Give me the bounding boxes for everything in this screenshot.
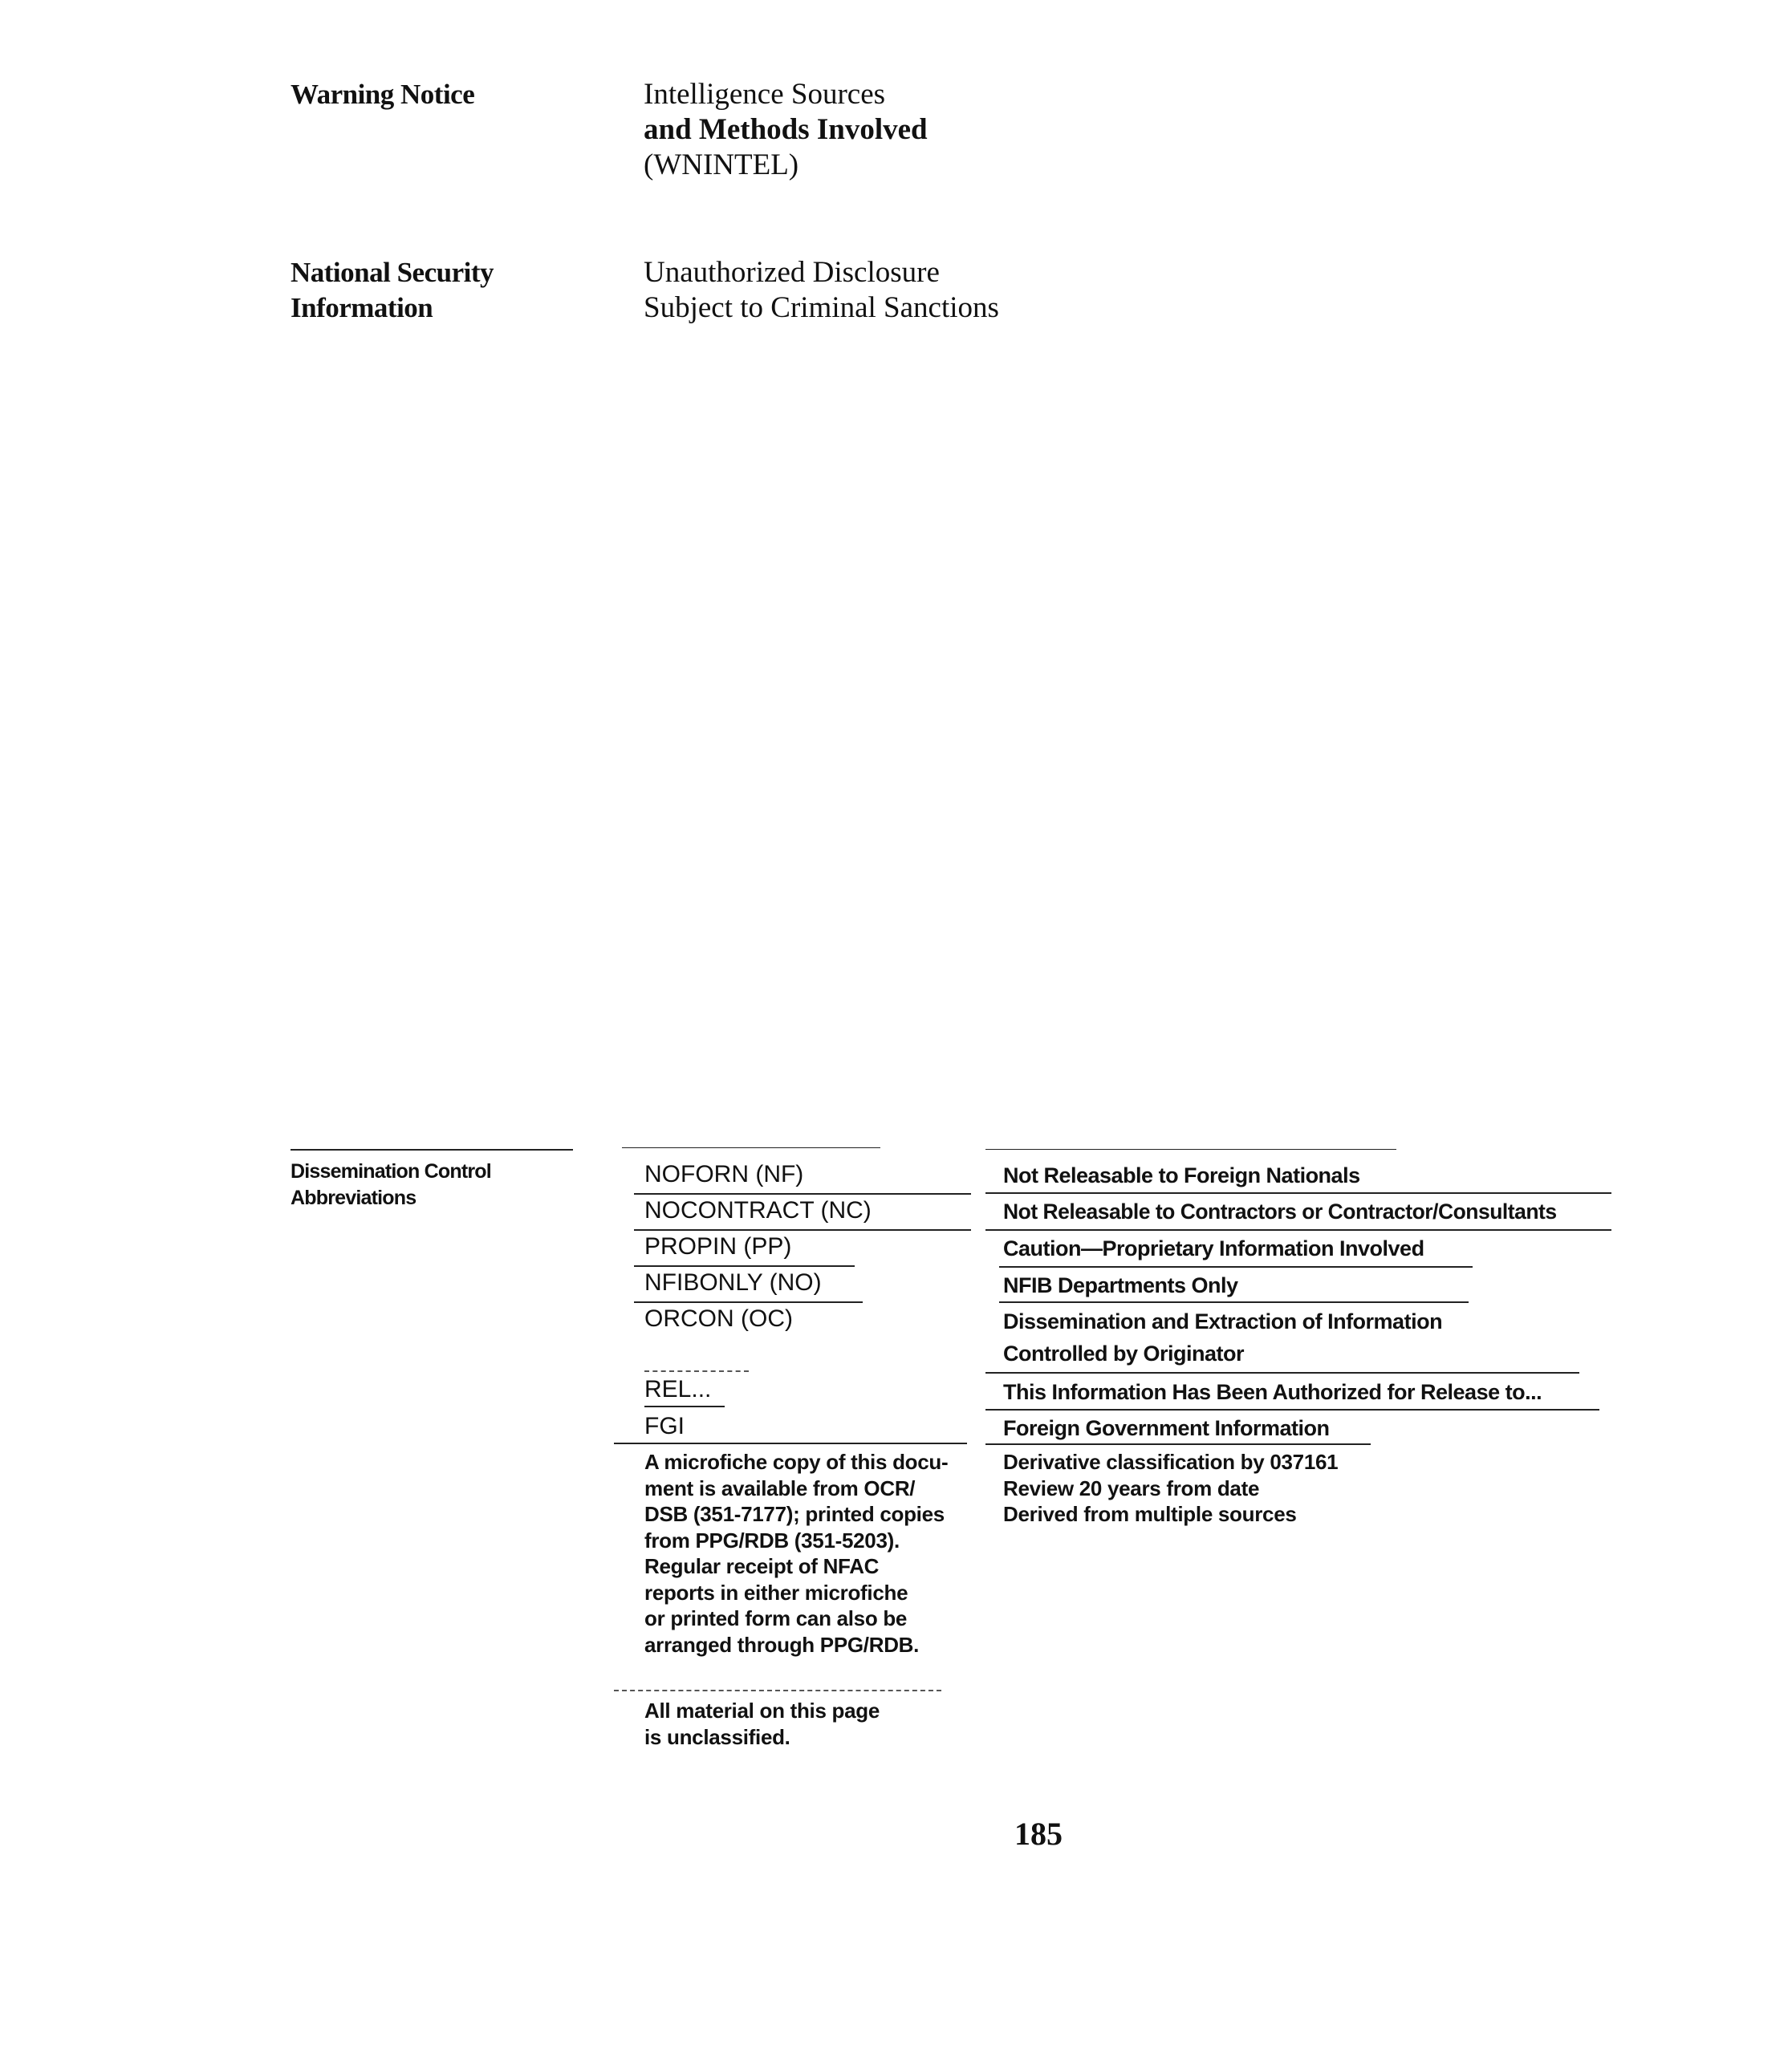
- abbreviation-code: PROPIN (PP): [644, 1233, 792, 1260]
- abbreviation-meaning: Controlled by Originator: [1003, 1342, 1245, 1366]
- unclassified-note: [644, 1698, 880, 1750]
- divider: [644, 1370, 749, 1372]
- unclassified-line: All material on this page: [644, 1699, 880, 1723]
- divider: [985, 1192, 1611, 1194]
- note-line: or printed form can also be: [644, 1606, 908, 1630]
- divider: [985, 1229, 1611, 1231]
- divider: [985, 1372, 1579, 1374]
- warning-notice-label: [291, 77, 474, 112]
- unclassified-line: is unclassified.: [644, 1724, 790, 1749]
- classification-line: Review 20 years from date: [1003, 1476, 1260, 1500]
- classification-line: Derivative classification by 037161: [1003, 1450, 1339, 1474]
- page-number: 185: [1014, 1816, 1063, 1852]
- national-security-text: [644, 255, 999, 326]
- warning-notice-text-line: (WNINTEL): [644, 148, 799, 181]
- national-security-label-line: Information: [291, 292, 433, 323]
- divider: [614, 1690, 941, 1691]
- national-security-text-line: Unauthorized Disclosure: [644, 256, 940, 289]
- abbreviation-meaning: Not Releasable to Contractors or Contractor/Consultants: [1003, 1200, 1557, 1224]
- note-line: reports in either microfiche: [644, 1580, 908, 1605]
- abbreviation-meaning: Caution—Proprietary Information Involved: [1003, 1236, 1424, 1260]
- national-security-label: [291, 255, 494, 326]
- divider: [291, 1149, 573, 1151]
- divider: [985, 1409, 1599, 1411]
- divider: [985, 1443, 1371, 1445]
- warning-notice-label-line: Warning Notice: [291, 79, 475, 110]
- divider: [634, 1193, 971, 1195]
- divider: [614, 1443, 967, 1444]
- note-line: arranged through PPG/RDB.: [644, 1632, 920, 1657]
- divider: [634, 1229, 971, 1231]
- dissemination-label-line: Abbreviations: [291, 1187, 417, 1209]
- microfiche-note: [644, 1449, 948, 1658]
- note-line: ment is available from OCR/: [644, 1476, 916, 1500]
- abbreviation-meaning: This Information Has Been Authorized for Release to...: [1003, 1380, 1542, 1404]
- divider: [634, 1265, 855, 1267]
- national-security-text-line: Subject to Criminal Sanctions: [644, 291, 999, 324]
- abbreviation-code: REL...: [644, 1376, 712, 1402]
- abbreviation-meaning: Not Releasable to Foreign Nationals: [1003, 1163, 1360, 1187]
- divider: [999, 1301, 1469, 1303]
- abbreviation-meaning: NFIB Departments Only: [1003, 1273, 1238, 1297]
- divider: [634, 1301, 863, 1303]
- abbreviation-code: ORCON (OC): [644, 1305, 793, 1332]
- divider: [985, 1149, 1396, 1150]
- warning-notice-text-line: Intelligence Sources: [644, 78, 886, 111]
- abbreviation-code: NFIBONLY (NO): [644, 1269, 822, 1296]
- divider: [644, 1406, 725, 1407]
- abbreviation-code: NOFORN (NF): [644, 1161, 804, 1187]
- warning-notice-text: [644, 77, 928, 183]
- classification-line: Derived from multiple sources: [1003, 1502, 1297, 1526]
- note-line: from PPG/RDB (351-5203).: [644, 1528, 900, 1553]
- divider: [622, 1147, 880, 1148]
- dissemination-label-line: Dissemination Control: [291, 1160, 491, 1183]
- national-security-label-line: National Security: [291, 257, 494, 288]
- abbreviation-meaning: Dissemination and Extraction of Information: [1003, 1309, 1443, 1333]
- note-line: Regular receipt of NFAC: [644, 1554, 880, 1578]
- classification-block: [1003, 1449, 1338, 1528]
- abbreviation-code: FGI: [644, 1413, 685, 1439]
- abbreviation-code: NOCONTRACT (NC): [644, 1197, 872, 1224]
- warning-notice-text-line: and Methods Involved: [644, 113, 928, 146]
- dissemination-control-label: [291, 1159, 491, 1212]
- note-line: DSB (351-7177); printed copies: [644, 1502, 945, 1526]
- abbreviation-meaning: Foreign Government Information: [1003, 1416, 1330, 1440]
- divider: [999, 1266, 1473, 1268]
- note-line: A microfiche copy of this docu-: [644, 1450, 949, 1474]
